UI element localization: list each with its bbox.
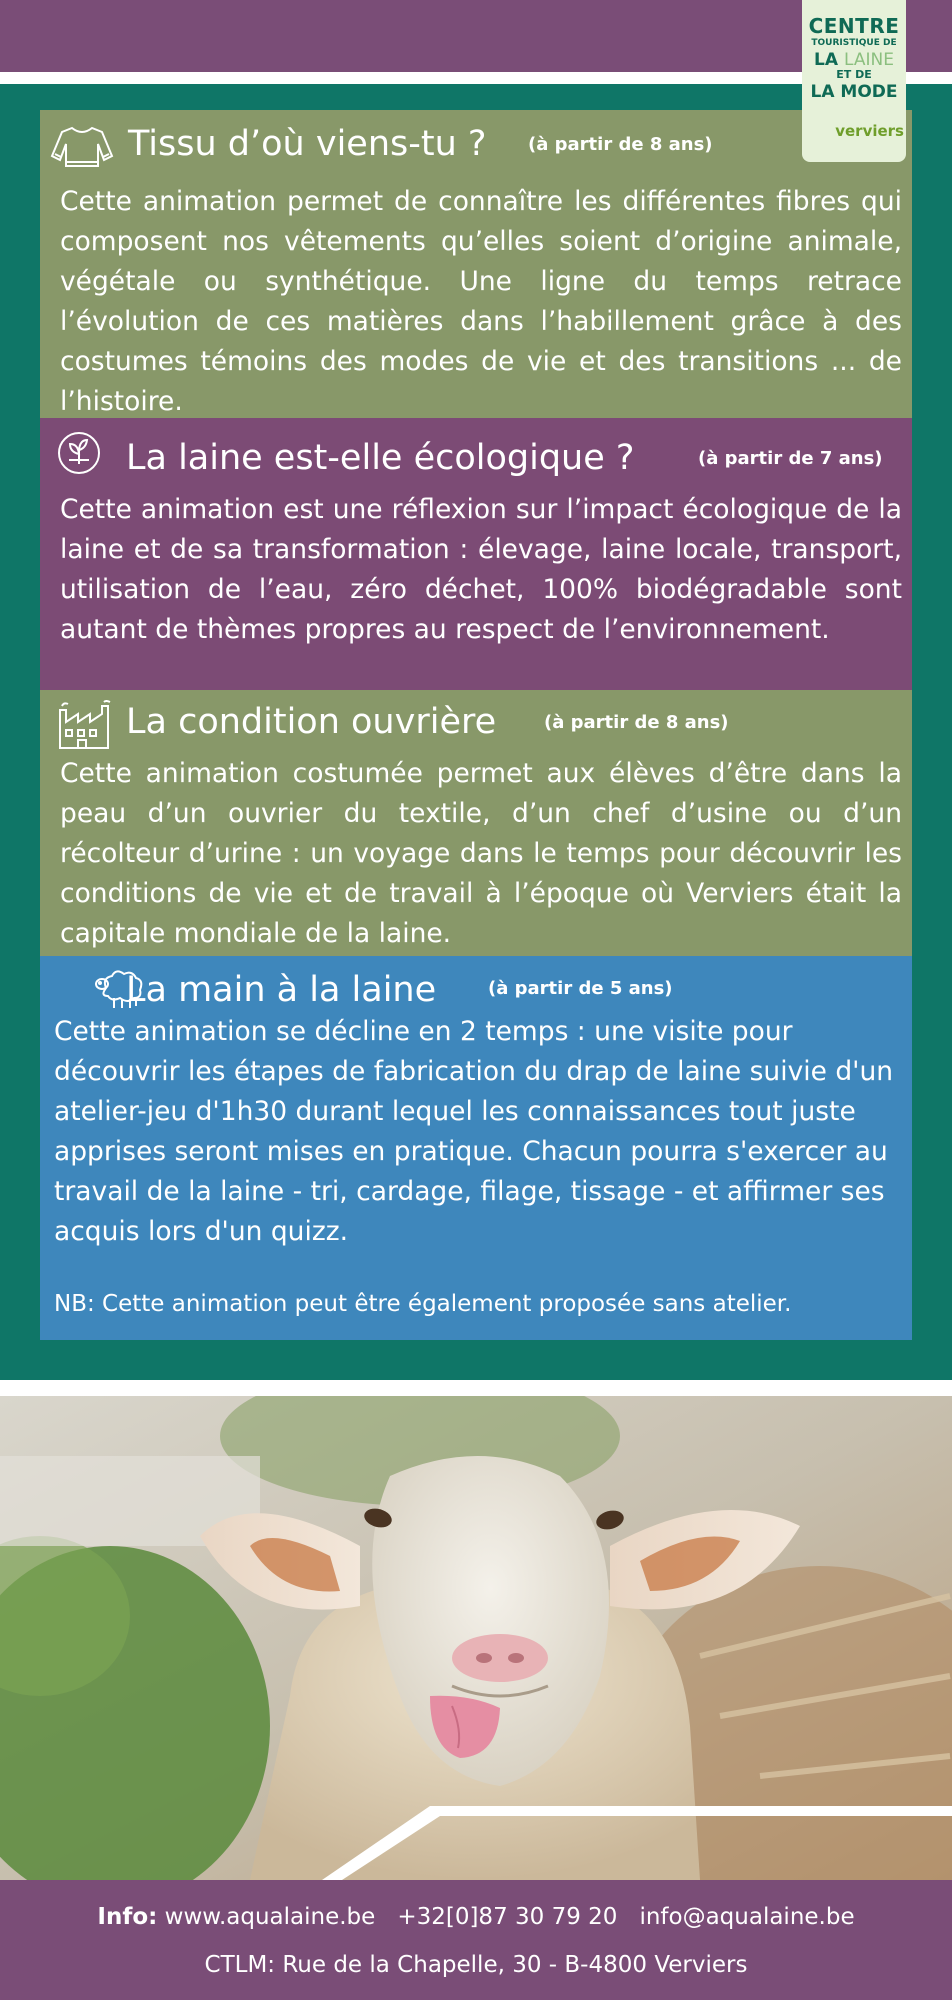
section-tissu <box>40 110 912 418</box>
section-text: Cette animation se décline en 2 temps : une visite pour découvrir les étapes de fabrication du drap de laine suivie d'un atelier-jeu d'1h30 durant lequel les connaissances tout juste apprises seront mises en pratique. Chacun pourra s'exercer au travail de la laine - tri, cardage, filage, tissage - et affirmer ses acquis lors d'un quizz. <box>54 1016 894 1247</box>
logo-line-et-de: ET DE <box>836 68 872 81</box>
section-text: Cette animation permet de connaître les différentes fibres qui composent nos vêtements qu’elles soient d’origine animale, végétale ou synthétique. Une ligne du temps retrace l’évolution de ces matières dans l’habillement grâce à des costumes témoins des modes de vie et des transitions ... de l’histoire. <box>60 186 902 417</box>
logo-line-centre: CENTRE <box>808 14 900 38</box>
section-ecologique <box>40 418 912 690</box>
section-title: Tissu d’où viens-tu ? <box>128 124 487 164</box>
email-link[interactable]: info@aqualaine.be <box>639 1904 855 1930</box>
logo-city: verviers <box>835 122 904 140</box>
footer-address: CTLM: Rue de la Chapelle, 30 - B-4800 Verviers <box>204 1952 748 1978</box>
section-condition-ouvriere <box>40 690 912 956</box>
logo-line-laine <box>802 50 906 70</box>
sheep-photo <box>0 1396 952 1880</box>
age-label: (à partir de 8 ans) <box>544 712 729 733</box>
sweater-icon <box>50 122 114 175</box>
section-title: La laine est-elle écologique ? <box>126 438 635 478</box>
logo-line-mode <box>802 82 906 102</box>
info-label: Info: <box>97 1904 158 1930</box>
section-text: Cette animation costumée permet aux élèves d’être dans la peau d’un ouvrier du textile, d’un chef d’usine ou d’un récolteur d’urine : un voyage dans le temps pour découvrir les conditions de vie et de travail à l’époque où Verviers était la capitale mondiale de la laine. <box>60 758 902 949</box>
footer-contact-line <box>0 1904 952 1930</box>
section-title: La condition ouvrière <box>126 702 497 742</box>
footer <box>0 1880 952 2000</box>
section-title: La main à la laine <box>126 970 437 1010</box>
phone-number[interactable]: +32[0]87 30 79 20 <box>397 1904 618 1930</box>
age-label: (à partir de 8 ans) <box>528 134 713 155</box>
logo-mode: MODE <box>840 82 898 102</box>
age-label: (à partir de 5 ans) <box>488 978 673 999</box>
logo-la: LA <box>814 50 839 70</box>
logo-laine: LAINE <box>843 50 894 70</box>
eco-leaf-icon <box>56 430 102 481</box>
section-text: Cette animation est une réflexion sur l’impact écologique de la laine et de sa transformation : élevage, laine locale, transport, utilisation de l’eau, zéro déchet, 100% biodégradable sont autant de thèmes propres au respect de l’environnement. <box>60 494 902 645</box>
divider-line <box>0 1380 952 1396</box>
factory-icon <box>56 700 112 757</box>
section-main-a-la-laine <box>40 956 912 1340</box>
section-note: NB: Cette animation peut être également proposée sans atelier. <box>54 1291 792 1317</box>
website-link[interactable]: www.aqualaine.be <box>164 1904 376 1930</box>
age-label: (à partir de 7 ans) <box>698 448 883 469</box>
logo-la-2: LA <box>810 82 835 102</box>
centre-logo <box>802 0 906 162</box>
logo-line-touristique: TOURISTIQUE DE <box>811 38 897 48</box>
